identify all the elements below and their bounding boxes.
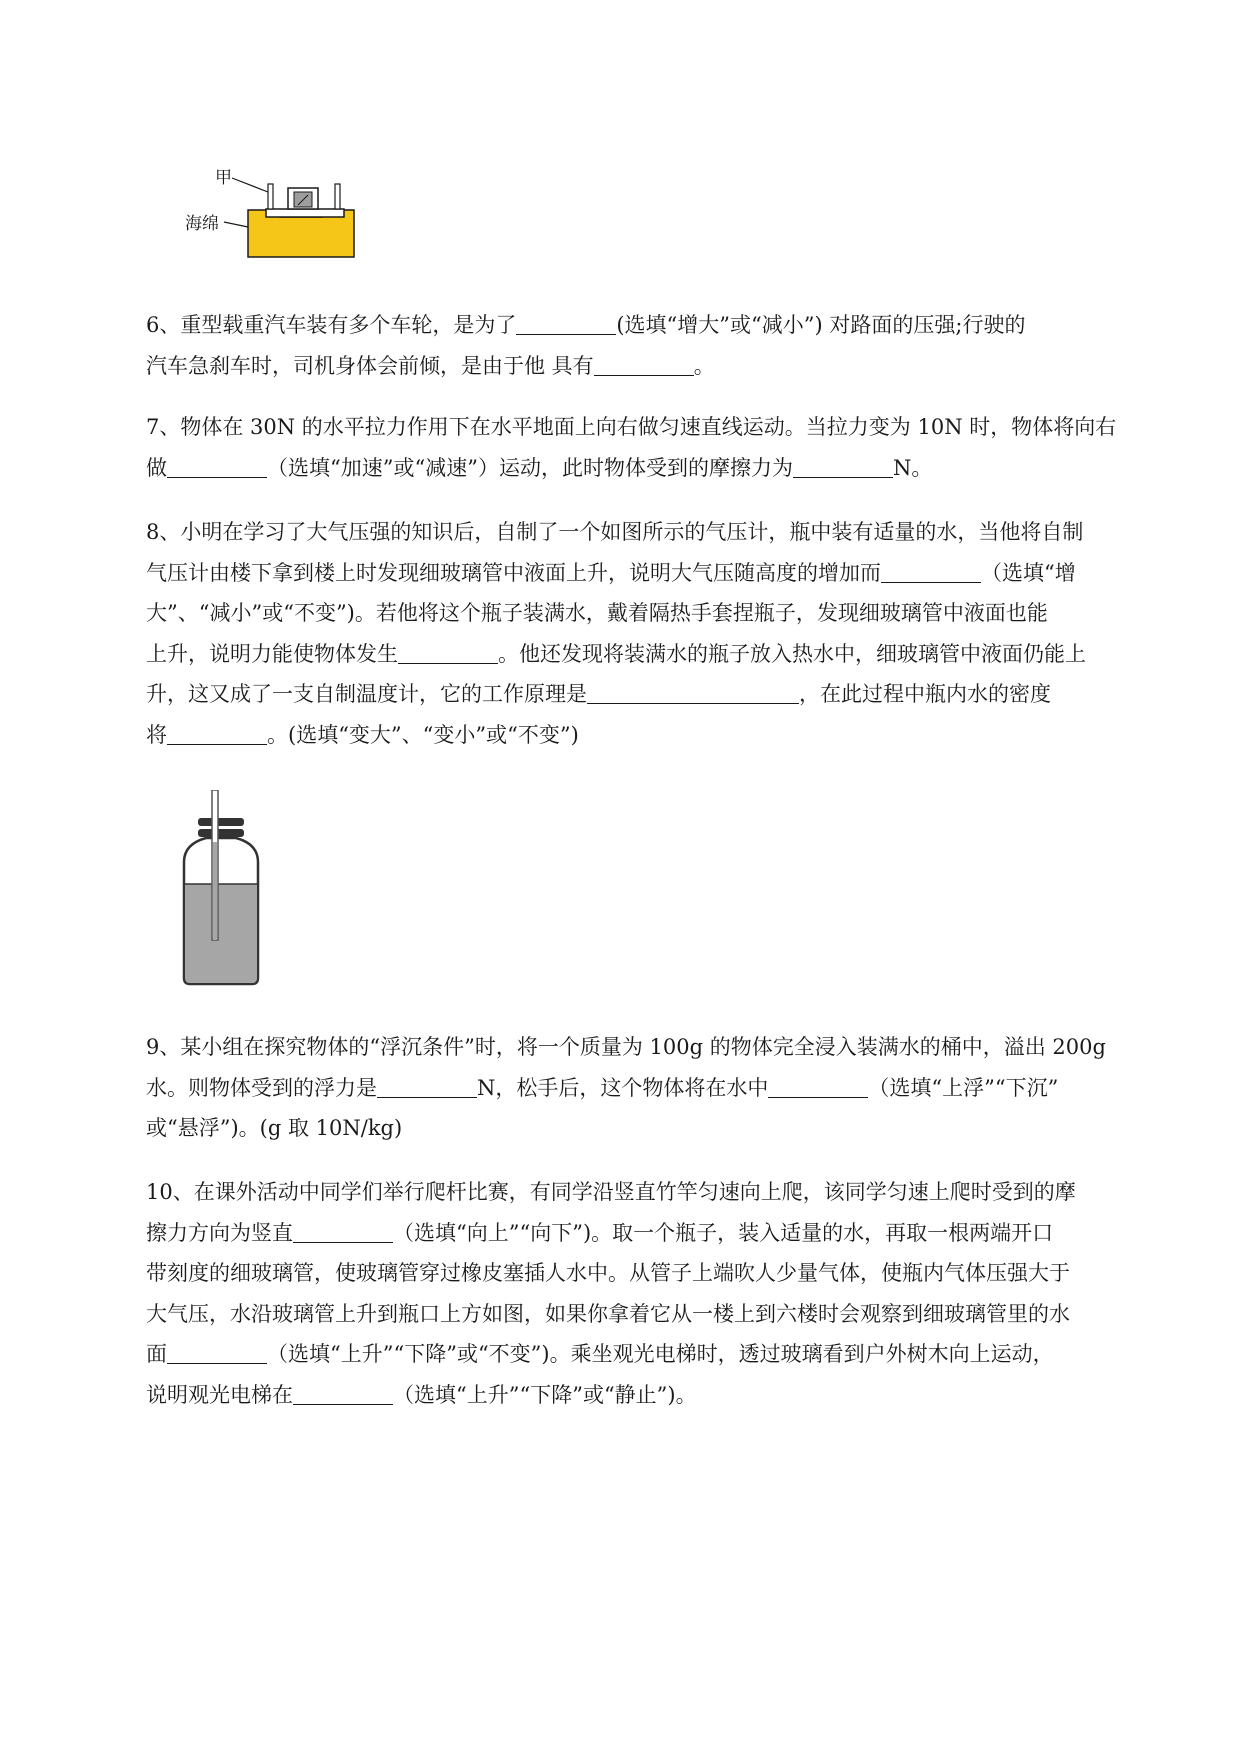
answer-blank[interactable] [293, 1220, 393, 1243]
answer-blank[interactable] [167, 1341, 267, 1364]
question-text: 说明观光电梯在 [146, 1382, 293, 1407]
question-line: 10、在课外活动中同学们举行爬杆比赛，有同学沿竖直竹竿匀速向上爬，该同学匀速上爬时受到的摩 [146, 1180, 1076, 1204]
question-line [146, 674, 1156, 715]
answer-blank[interactable] [768, 1075, 868, 1098]
answer-blank[interactable] [377, 1075, 477, 1098]
question-text: （选填“上浮”“下沉” [868, 1075, 1059, 1100]
answer-blank[interactable] [587, 681, 799, 704]
answer-blank[interactable] [516, 312, 616, 335]
barometer-bottle-figure [176, 790, 266, 990]
question-text: N。 [892, 455, 933, 480]
question-text: N，松手后，这个物体将在水中 [477, 1075, 769, 1100]
question-text: 做 [146, 455, 167, 480]
question-text: （选填“加速”或“减速”）运动，此时物体受到的摩擦力为 [267, 455, 793, 480]
question-text: 。 [693, 353, 715, 378]
question-line [146, 715, 1156, 756]
question-line [146, 634, 1156, 675]
question-text: （选填“上升”“下降”或“不变”)。乘坐观光电梯时，透过玻璃看到户外树木向上运动， [267, 1342, 1054, 1366]
sponge-pressure-figure [180, 165, 360, 260]
question-9 [146, 1027, 1156, 1149]
question-line [146, 346, 1156, 387]
table-leg-left [268, 184, 273, 209]
answer-blank[interactable] [398, 641, 498, 664]
tube-water [213, 842, 217, 940]
question-text: 。(选填“变大”、“变小”或“不变”) [267, 722, 579, 747]
question-line: 或“悬浮”)。(g 取 10N/kg) [146, 1116, 403, 1140]
question-line [146, 448, 1156, 489]
question-line [146, 1068, 1156, 1109]
table-board [266, 209, 344, 217]
question-line: 大”、“减小”或“不变”)。若他将这个瓶子装满水，戴着隔热手套捏瓶子，发现细玻璃管中液面也能 [146, 601, 1048, 625]
question-text: 。他还发现将装满水的瓶子放入热水中，细玻璃管中液面仍能上 [498, 641, 1086, 666]
answer-blank[interactable] [293, 1382, 393, 1405]
question-text: 面 [146, 1342, 167, 1366]
label-jia: 甲 [215, 168, 232, 188]
answer-blank[interactable] [167, 722, 267, 745]
question-line: 7、物体在 30N 的水平拉力作用下在水平地面上向右做匀速直线运动。当拉力变为 10N 时，物体将向右 [146, 415, 1117, 439]
question-line: 8、小明在学习了大气压强的知识后，自制了一个如图所示的气压计，瓶中装有适量的水，当他将自制 [146, 520, 1084, 544]
question-line: 带刻度的细玻璃管，使玻璃管穿过橡皮塞插人水中。从管子上端吹人少量气体，使瓶内气体压强大于 [146, 1261, 1070, 1285]
question-text: （选填“上升”“下降”或“静止”)。 [393, 1382, 697, 1407]
question-6 [146, 305, 1156, 386]
question-text: 将 [146, 722, 167, 747]
question-line [146, 305, 1156, 346]
question-text: 擦力方向为竖直 [146, 1220, 293, 1245]
question-text: (选填“增大”或“减小”) 对路面的压强;行驶的 [616, 313, 1026, 337]
answer-blank[interactable] [793, 455, 893, 478]
answer-blank[interactable] [881, 560, 981, 583]
question-10 [146, 1172, 1156, 1415]
answer-blank[interactable] [594, 353, 694, 376]
question-line [146, 1213, 1156, 1254]
question-text: （选填“增 [981, 560, 1076, 585]
label-jia-leader [232, 178, 268, 192]
question-text: 汽车急刹车时，司机身体会前倾，是由于他 具有 [146, 353, 594, 378]
label-sponge: 海绵 [185, 214, 219, 234]
bottle-water [185, 884, 257, 983]
question-text: 升，这又成了一支自制温度计，它的工作原理是 [146, 682, 587, 706]
stopper-ring-top [198, 818, 244, 826]
question-line [146, 553, 1156, 594]
question-text: 上升，说明力能使物体发生 [146, 641, 398, 666]
question-line: 大气压，水沿玻璃管上升到瓶口上方如图，如果你拿着它从一楼上到六楼时会观察到细玻璃管里的水 [146, 1301, 1070, 1326]
answer-blank[interactable] [167, 455, 267, 478]
label-sponge-leader [224, 222, 248, 227]
question-7 [146, 407, 1156, 488]
stopper-ring-bottom [198, 829, 244, 837]
table-leg-right [335, 184, 340, 209]
question-text: ，在此过程中瓶内水的密度 [799, 682, 1051, 706]
question-text: 6、重型载重汽车装有多个车轮，是为了 [146, 313, 517, 337]
question-text: （选填“向上”“向下”)。取一个瓶子，装入适量的水，再取一根两端开口 [393, 1220, 1054, 1245]
question-text: 气压计由楼下拿到楼上时发现细玻璃管中液面上升，说明大气压随高度的增加而 [146, 560, 881, 585]
question-line: 9、某小组在探究物体的“浮沉条件”时，将一个质量为 100g 的物体完全浸入装满水的桶中，溢出 200g [146, 1035, 1106, 1059]
question-text: 水。则物体受到的浮力是 [146, 1075, 377, 1100]
question-line [146, 1334, 1156, 1375]
question-line [146, 1375, 1156, 1416]
question-8 [146, 512, 1156, 755]
